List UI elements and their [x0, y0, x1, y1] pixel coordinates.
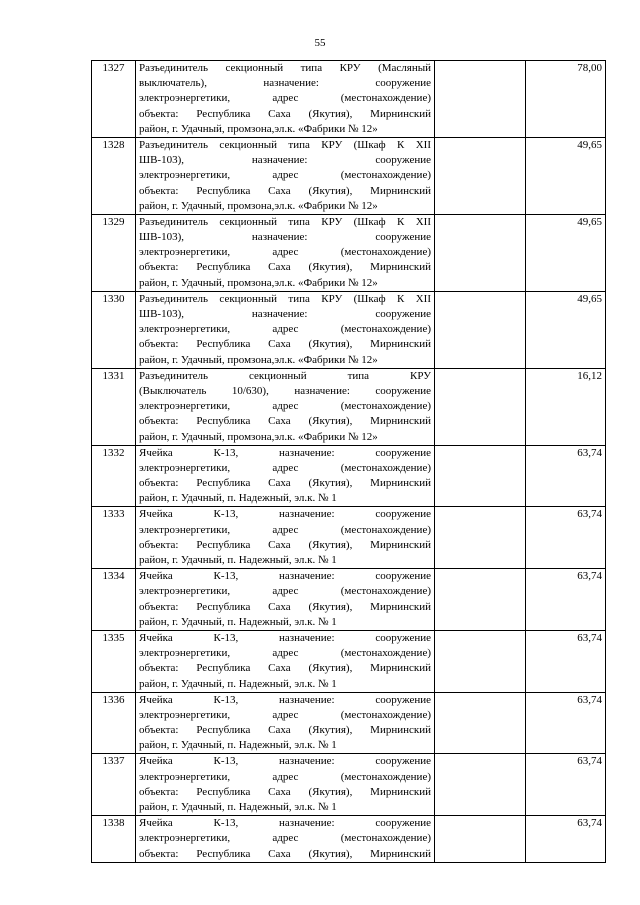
description-line: электроэнергетики, адрес (местонахождение) — [139, 832, 431, 845]
empty-cell — [435, 445, 526, 507]
table-row — [92, 692, 606, 754]
empty-cell — [435, 214, 526, 291]
registry-table-body — [92, 61, 606, 863]
table-row — [92, 445, 606, 507]
value-cell: 78,00 — [526, 61, 606, 138]
description-line: выключатель), назначение: сооружение — [139, 77, 431, 90]
description-line: Ячейка К-13, назначение: сооружение — [139, 508, 431, 521]
row-number-cell: 1327 — [92, 61, 136, 138]
registry-table — [91, 60, 606, 863]
empty-cell — [435, 692, 526, 754]
empty-cell — [435, 507, 526, 569]
value-cell: 16,12 — [526, 368, 606, 445]
description-line: электроэнергетики, адрес (местонахождение) — [139, 400, 431, 413]
description-line: электроэнергетики, адрес (местонахождение) — [139, 523, 431, 536]
table-row — [92, 754, 606, 816]
value-cell: 63,74 — [526, 630, 606, 692]
table-row — [92, 137, 606, 214]
row-number-cell: 1334 — [92, 569, 136, 631]
description-cell — [136, 630, 435, 692]
description-line: объекта: Республика Саха (Якутия), Мирнинский — [139, 662, 431, 675]
description-line: электроэнергетики, адрес (местонахождение) — [139, 708, 431, 721]
description-line: ШВ-103), назначение: сооружение — [139, 308, 431, 320]
description-cell — [136, 754, 435, 816]
table-row — [92, 214, 606, 291]
description-line: район, г. Удачный, промзона,эл.к. «Фабрики № 12» — [139, 199, 378, 212]
empty-cell — [435, 368, 526, 445]
description-line: район, г. Удачный, п. Надежный, эл.к. № 1 — [139, 554, 337, 566]
description-line: Ячейка К-13, назначение: сооружение — [139, 631, 431, 644]
description-line: объекта: Республика Саха (Якутия), Мирнинский — [139, 338, 431, 351]
description-line: Ячейка К-13, назначение: сооружение — [139, 755, 431, 768]
description-line: Разъединитель секционный типа КРУ (Шкаф К XII — [139, 292, 431, 305]
description-cell — [136, 137, 435, 214]
table-row — [92, 368, 606, 445]
row-number-cell: 1336 — [92, 692, 136, 754]
description-line: электроэнергетики, адрес (местонахождение) — [139, 461, 431, 474]
description-line: объекта: Республика Саха (Якутия), Мирнинский — [139, 261, 431, 274]
row-number-cell: 1337 — [92, 754, 136, 816]
value-cell: 49,65 — [526, 214, 606, 291]
description-line: район, г. Удачный, промзона,эл.к. «Фабрики № 12» — [139, 122, 378, 135]
empty-cell — [435, 816, 526, 863]
description-cell — [136, 214, 435, 291]
description-cell — [136, 507, 435, 569]
value-cell: 63,74 — [526, 692, 606, 754]
empty-cell — [435, 291, 526, 368]
description-line: объекта: Республика Саха (Якутия), Мирнинский — [139, 538, 431, 551]
value-cell: 63,74 — [526, 569, 606, 631]
row-number-cell: 1335 — [92, 630, 136, 692]
description-cell — [136, 445, 435, 507]
description-line: Ячейка К-13, назначение: сооружение — [139, 693, 431, 706]
description-line: объекта: Республика Саха (Якутия), Мирнинский — [139, 107, 431, 120]
description-line: Разъединитель секционный типа КРУ (Масляный — [139, 62, 431, 74]
description-cell — [136, 368, 435, 445]
description-line: район, г. Удачный, промзона,эл.к. «Фабрики № 12» — [139, 276, 378, 289]
row-number-cell: 1338 — [92, 816, 136, 863]
table-row — [92, 816, 606, 863]
description-line: электроэнергетики, адрес (местонахождение) — [139, 92, 431, 105]
description-line: объекта: Республика Саха (Якутия), Мирнинский — [139, 415, 431, 428]
description-line: электроэнергетики, адрес (местонахождение) — [139, 585, 431, 598]
description-line: электроэнергетики, адрес (местонахождение) — [139, 647, 431, 660]
empty-cell — [435, 61, 526, 138]
row-number-cell: 1329 — [92, 214, 136, 291]
table-row — [92, 61, 606, 138]
description-line: район, г. Удачный, п. Надежный, эл.к. № 1 — [139, 677, 337, 690]
description-line: электроэнергетики, адрес (местонахождение) — [139, 169, 431, 182]
description-line: район, г. Удачный, п. Надежный, эл.к. № 1 — [139, 615, 337, 628]
description-line: район, г. Удачный, промзона,эл.к. «Фабрики № 12» — [139, 353, 378, 366]
table-row — [92, 630, 606, 692]
value-cell: 49,65 — [526, 291, 606, 368]
description-line: район, г. Удачный, п. Надежный, эл.к. № 1 — [139, 801, 337, 813]
description-line: Разъединитель секционный типа КРУ (Шкаф К XII — [139, 215, 431, 228]
description-cell — [136, 291, 435, 368]
row-number-cell: 1333 — [92, 507, 136, 569]
value-cell: 63,74 — [526, 816, 606, 863]
description-line: объекта: Республика Саха (Якутия), Мирнинский — [139, 600, 431, 613]
empty-cell — [435, 569, 526, 631]
value-cell: 63,74 — [526, 445, 606, 507]
description-line: район, г. Удачный, промзона,эл.к. «Фабрики № 12» — [139, 430, 378, 443]
value-cell: 49,65 — [526, 137, 606, 214]
description-line: район, г. Удачный, п. Надежный, эл.к. № 1 — [139, 739, 337, 752]
row-number-cell: 1332 — [92, 445, 136, 507]
description-line: объекта: Республика Саха (Якутия), Мирнинский — [139, 847, 431, 860]
table-row — [92, 569, 606, 631]
description-line: ШВ-103), назначение: сооружение — [139, 154, 431, 167]
value-cell: 63,74 — [526, 754, 606, 816]
description-line: ШВ-103), назначение: сооружение — [139, 231, 431, 244]
description-cell — [136, 61, 435, 138]
value-cell: 63,74 — [526, 507, 606, 569]
table-row — [92, 507, 606, 569]
description-line: объекта: Республика Саха (Якутия), Мирнинский — [139, 785, 431, 798]
description-line: Ячейка К-13, назначение: сооружение — [139, 446, 431, 459]
row-number-cell: 1330 — [92, 291, 136, 368]
row-number-cell: 1331 — [92, 368, 136, 445]
page-number: 55 — [314, 37, 326, 49]
description-line: объекта: Республика Саха (Якутия), Мирнинский — [139, 724, 431, 737]
description-line: Разъединитель секционный типа КРУ — [139, 369, 431, 382]
description-line: Ячейка К-13, назначение: сооружение — [139, 570, 431, 583]
description-line: Разъединитель секционный типа КРУ (Шкаф К XII — [139, 138, 431, 151]
empty-cell — [435, 754, 526, 816]
empty-cell — [435, 137, 526, 214]
description-line: (Выключатель 10/630), назначение: сооружение — [139, 384, 431, 397]
description-line: электроэнергетики, адрес (местонахождение) — [139, 770, 431, 783]
empty-cell — [435, 630, 526, 692]
description-line: Ячейка К-13, назначение: сооружение — [139, 817, 431, 830]
description-line: электроэнергетики, адрес (местонахождение) — [139, 246, 431, 259]
description-cell — [136, 816, 435, 863]
description-cell — [136, 692, 435, 754]
row-number-cell: 1328 — [92, 137, 136, 214]
description-cell — [136, 569, 435, 631]
description-line: объекта: Республика Саха (Якутия), Мирнинский — [139, 184, 431, 197]
description-line: объекта: Республика Саха (Якутия), Мирнинский — [139, 477, 431, 490]
table-row — [92, 291, 606, 368]
description-line: электроэнергетики, адрес (местонахождение) — [139, 323, 431, 336]
description-line: район, г. Удачный, п. Надежный, эл.к. № 1 — [139, 492, 337, 505]
